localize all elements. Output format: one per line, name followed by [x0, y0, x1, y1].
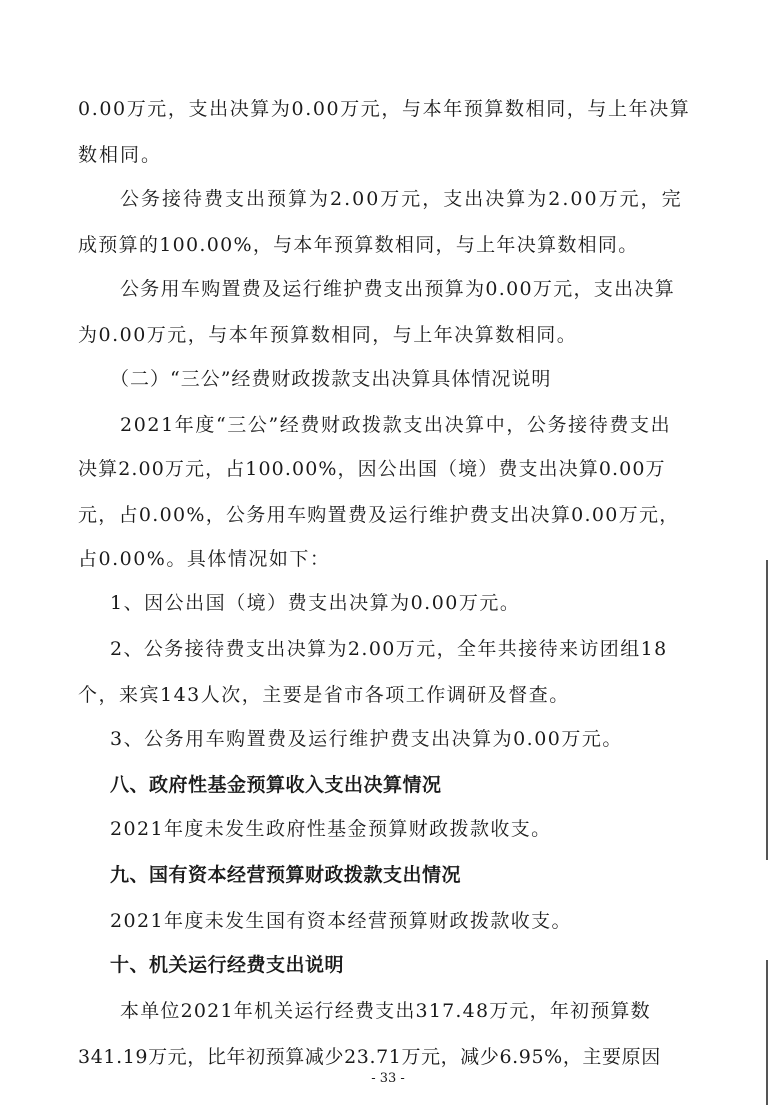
text-line: 数相同。 [78, 144, 163, 166]
text-line: 2021年度“三公”经费财政拨款支出决算中，公务接待费支出 [120, 414, 672, 436]
text-line: 成预算的100.00%，与本年预算数相同，与上年决算数相同。 [78, 234, 639, 256]
text-line: 2021年度未发生政府性基金预算财政拨款收支。 [110, 818, 552, 840]
page-number: - 33 - [371, 1071, 405, 1086]
list-item: 1、因公出国（境）费支出决算为0.00万元。 [110, 592, 521, 614]
list-item: 2、公务接待费支出决算为2.00万元，全年共接待来访团组18 [110, 638, 668, 660]
text-line: 元，占0.00%，公务用车购置费及运行维护费支出决算0.00万元， [78, 504, 680, 526]
section-heading: 十、机关运行经费支出说明 [110, 954, 345, 976]
text-line: 为0.00万元，与本年预算数相同，与上年决算数相同。 [78, 324, 578, 346]
scan-edge-line [766, 960, 768, 1105]
text-line: 2021年度未发生国有资本经营预算财政拨款收支。 [110, 910, 572, 932]
section-subheading: （二）“三公”经费财政拨款支出决算具体情况说明 [110, 368, 552, 390]
text-line: 决算2.00万元，占100.00%，因公出国（境）费支出决算0.00万 [78, 458, 666, 480]
text-line: 0.00万元，支出决算为0.00万元，与本年预算数相同，与上年决算 [78, 98, 691, 120]
text-line: 本单位2021年机关运行经费支出317.48万元，年初预算数 [120, 1000, 651, 1022]
list-item: 3、公务用车购置费及运行维护费支出决算为0.00万元。 [110, 728, 623, 750]
text-line: 公务用车购置费及运行维护费支出预算为0.00万元，支出决算 [120, 278, 676, 300]
section-heading: 八、政府性基金预算收入支出决算情况 [110, 774, 442, 796]
text-line: 公务接待费支出预算为2.00万元，支出决算为2.00万元，完 [120, 188, 683, 210]
text-line: 占0.00%。具体情况如下： [78, 548, 331, 570]
text-line: 341.19万元，比年初预算减少23.71万元，减少6.95%，主要原因 [78, 1046, 661, 1068]
scan-edge-line [766, 560, 768, 860]
section-heading: 九、国有资本经营预算财政拨款支出情况 [110, 864, 462, 886]
text-line: 个，来宾143人次，主要是省市各项工作调研及督查。 [78, 684, 570, 706]
